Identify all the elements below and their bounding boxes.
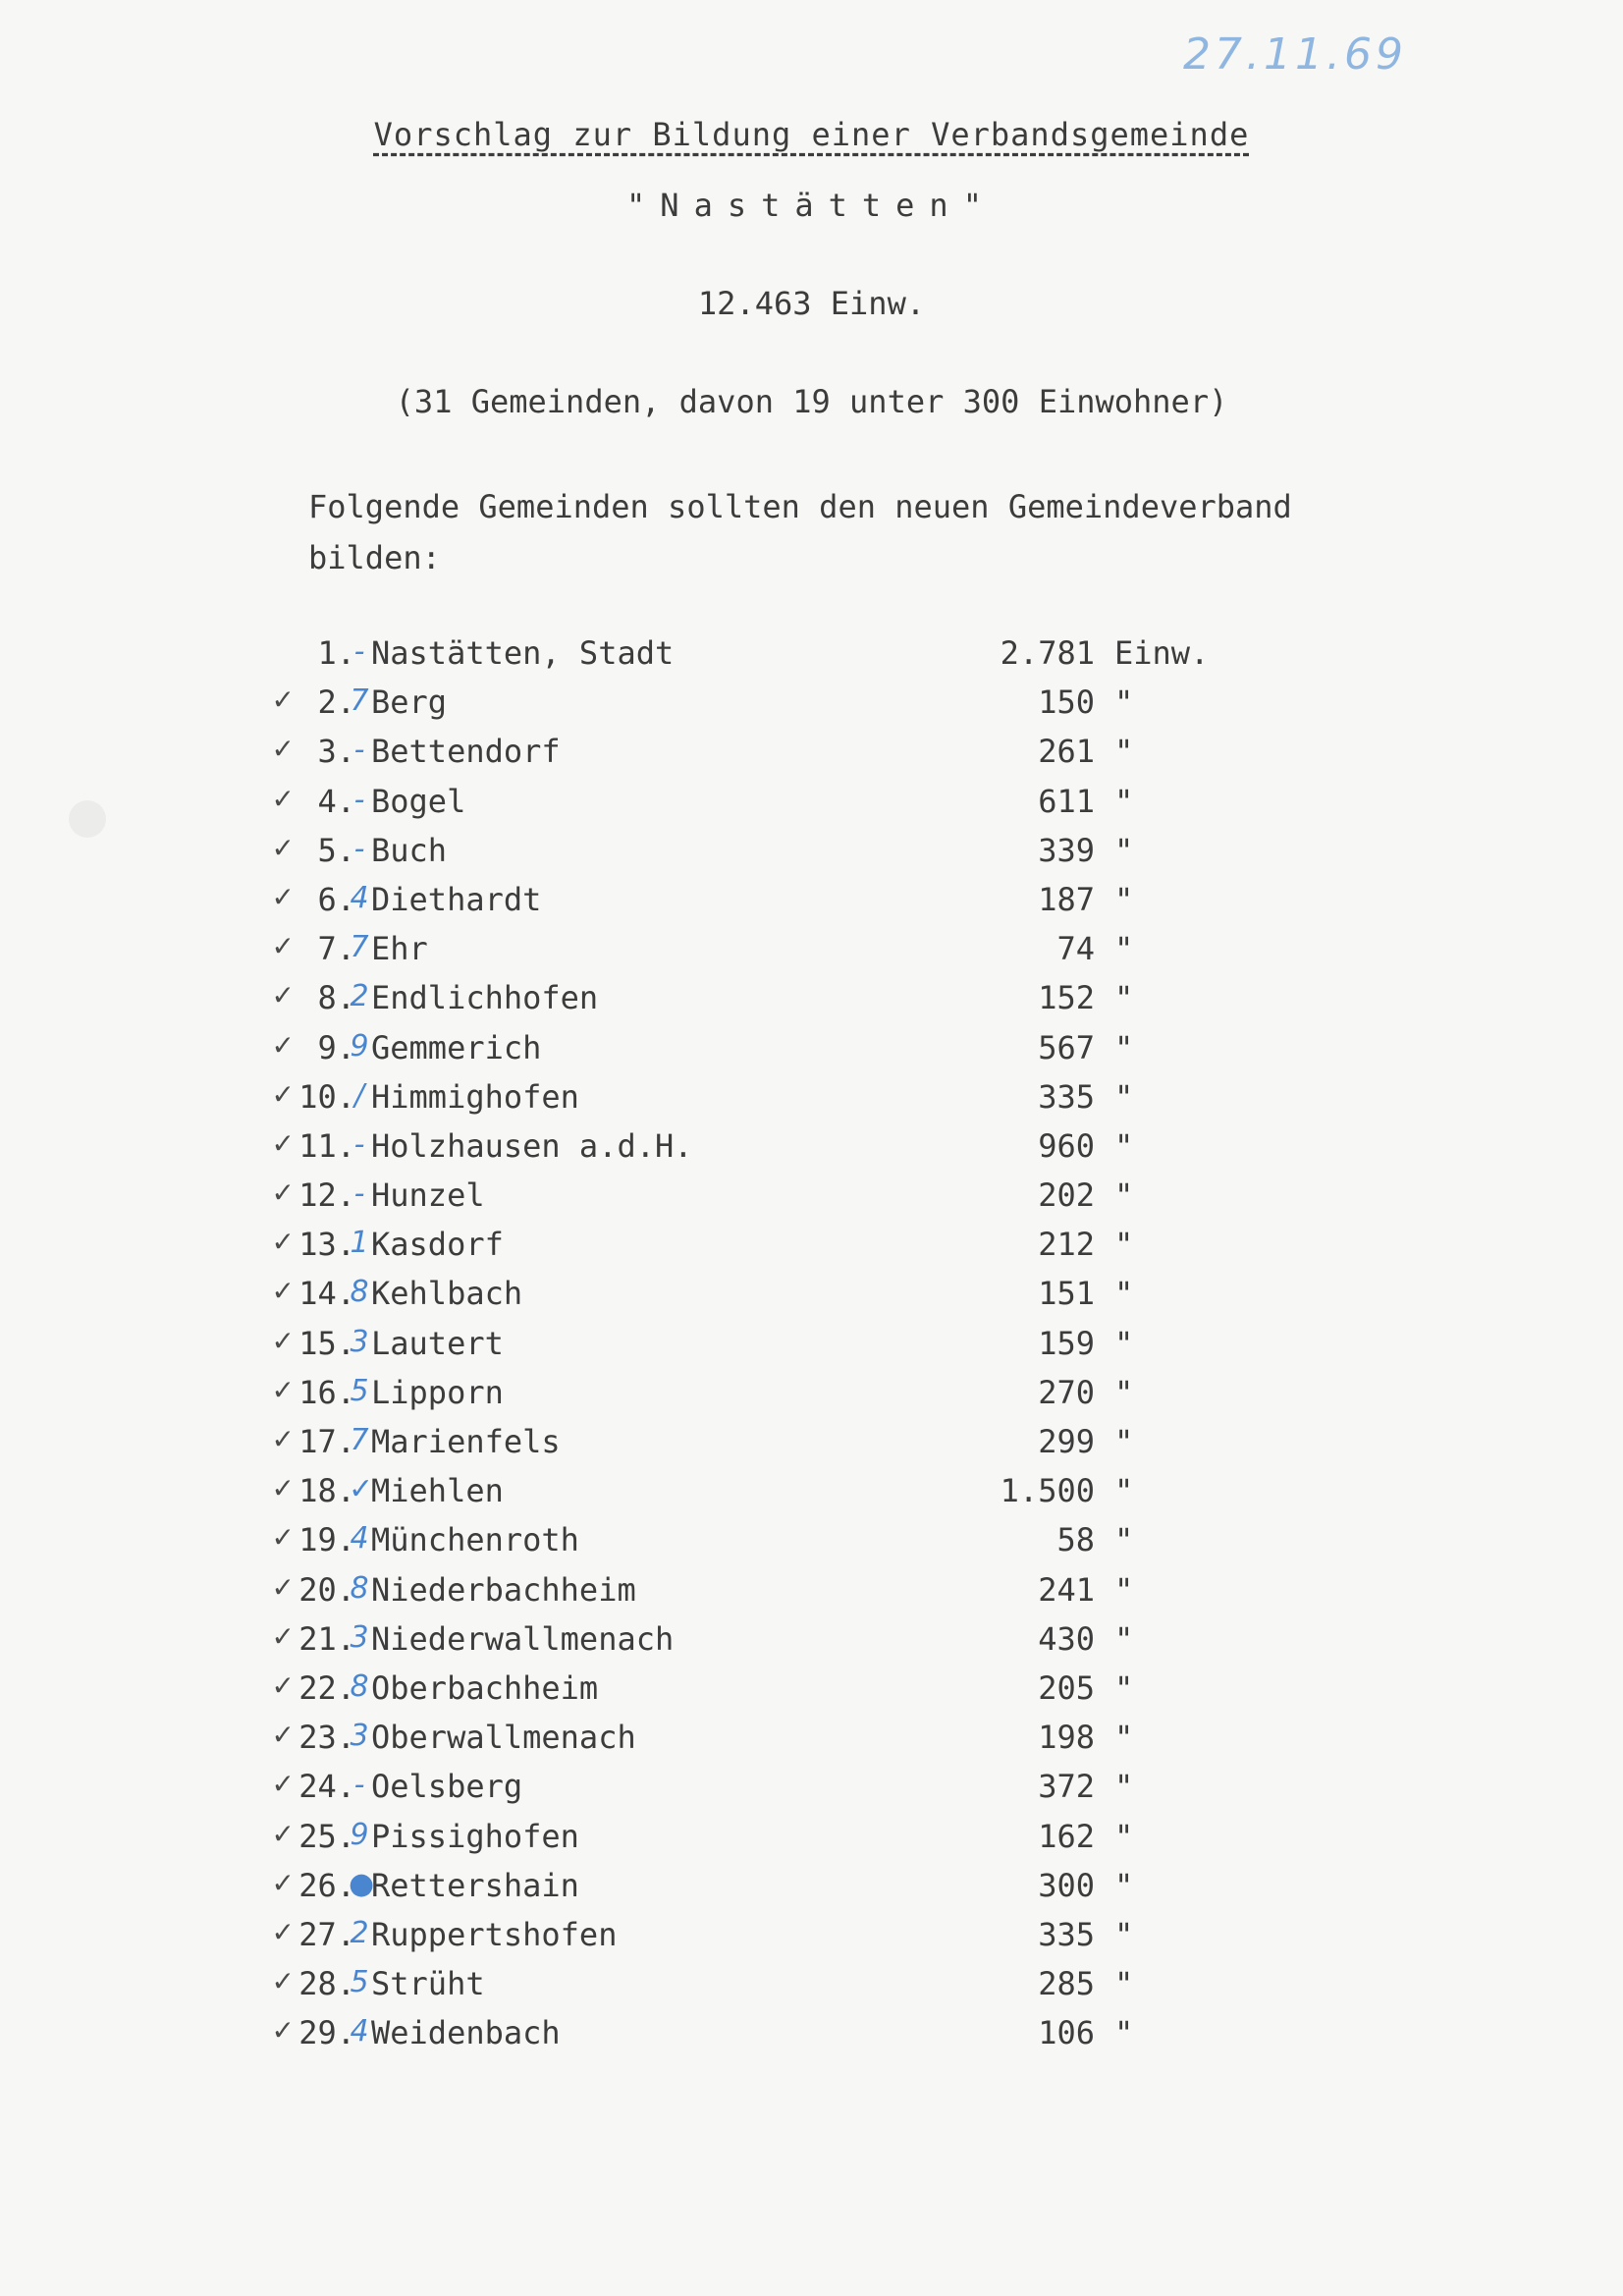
community-population: 270 xyxy=(1038,1373,1095,1411)
handwritten-mark: 7 xyxy=(350,683,369,719)
community-population: 339 xyxy=(1038,831,1095,869)
community-population: 241 xyxy=(1038,1570,1095,1609)
handwritten-mark: 5 xyxy=(350,1965,369,2000)
community-population: 202 xyxy=(1038,1176,1095,1215)
community-name: Niederwallmenach xyxy=(371,1619,675,1658)
list-item xyxy=(0,1814,1623,1863)
check-mark: ✓ xyxy=(271,1570,295,1604)
list-item xyxy=(0,729,1623,778)
list-item xyxy=(0,1123,1623,1173)
list-item xyxy=(0,1025,1623,1074)
handwritten-mark: 7 xyxy=(350,1423,369,1457)
handwritten-mark: 7 xyxy=(350,930,369,965)
item-number: 29. xyxy=(298,2014,355,2052)
check-mark: ✓ xyxy=(271,1126,295,1160)
community-name: Pissighofen xyxy=(371,1817,579,1855)
community-population: 611 xyxy=(1038,782,1095,820)
item-number: 5. xyxy=(317,831,355,869)
community-population: 212 xyxy=(1038,1226,1095,1264)
community-name: Endlichhofen xyxy=(371,979,599,1017)
item-number: 12. xyxy=(298,1176,355,1215)
community-name: Ruppertshofen xyxy=(371,1915,618,1953)
item-number: 11. xyxy=(298,1126,355,1165)
community-name: Oelsberg xyxy=(371,1768,523,1806)
check-mark: ✓ xyxy=(271,1866,295,1899)
item-number: 26. xyxy=(298,1866,355,1904)
check-mark: ✓ xyxy=(271,979,295,1012)
community-name: Ehr xyxy=(371,930,428,968)
check-mark: ✓ xyxy=(271,1176,295,1210)
check-mark: ✓ xyxy=(271,880,295,913)
population-unit: " xyxy=(1114,1028,1134,1066)
list-item xyxy=(0,975,1623,1024)
population-unit: " xyxy=(1114,1570,1134,1609)
list-item xyxy=(0,1271,1623,1320)
community-name: Rettershain xyxy=(371,1866,579,1904)
item-number: 14. xyxy=(298,1275,355,1313)
population-unit: " xyxy=(1114,1521,1134,1559)
list-item xyxy=(0,630,1623,680)
item-number: 17. xyxy=(298,1423,355,1460)
community-population: 960 xyxy=(1038,1126,1095,1165)
handwritten-mark: 9 xyxy=(350,1817,369,1852)
handwritten-mark: - xyxy=(353,634,365,669)
check-mark: ✓ xyxy=(271,1423,295,1455)
community-population: 285 xyxy=(1038,1965,1095,2003)
list-item xyxy=(0,1074,1623,1123)
list-item xyxy=(0,1863,1623,1912)
item-number: 23. xyxy=(298,1719,355,1757)
handwritten-mark: - xyxy=(353,1126,365,1162)
population-unit: " xyxy=(1114,1965,1134,2003)
community-population: 372 xyxy=(1038,1768,1095,1806)
check-mark: ✓ xyxy=(271,1028,295,1062)
community-name: Bettendorf xyxy=(371,733,561,771)
item-number: 27. xyxy=(298,1915,355,1953)
total-population: 12.463 Einw. xyxy=(697,285,926,322)
community-name: Nastätten, Stadt xyxy=(371,634,675,672)
item-number: 2. xyxy=(317,683,355,722)
item-number: 15. xyxy=(298,1324,355,1362)
community-population: 299 xyxy=(1038,1423,1095,1460)
community-population: 1.500 xyxy=(1000,1472,1095,1510)
handwritten-mark: 2 xyxy=(350,1915,369,1950)
item-number: 4. xyxy=(317,782,355,820)
population-unit: " xyxy=(1114,1719,1134,1757)
check-mark: ✓ xyxy=(271,831,295,864)
document-subtitle: "Nastätten" xyxy=(626,187,997,224)
population-unit: " xyxy=(1114,1915,1134,1953)
intro-text: Folgende Gemeinden sollten den neuen Gemeindeverband bilden: xyxy=(308,488,1292,576)
check-mark: ✓ xyxy=(271,2014,295,2048)
check-mark: ✓ xyxy=(271,1619,295,1653)
check-mark: ✓ xyxy=(271,1275,295,1308)
handwritten-mark: 1 xyxy=(350,1226,369,1261)
community-population: 74 xyxy=(1056,930,1095,968)
handwritten-mark: 4 xyxy=(350,1521,369,1557)
handwritten-date: 27.11.69 xyxy=(1183,29,1407,80)
population-unit: " xyxy=(1114,1077,1134,1116)
list-item xyxy=(0,1912,1623,1961)
handwritten-mark: 3 xyxy=(350,1719,369,1754)
handwritten-mark: - xyxy=(353,1768,365,1803)
item-number: 13. xyxy=(298,1226,355,1264)
check-mark: ✓ xyxy=(271,1521,295,1555)
community-population: 261 xyxy=(1038,733,1095,771)
population-unit: " xyxy=(1114,1668,1134,1707)
list-item xyxy=(0,1517,1623,1566)
population-unit: " xyxy=(1114,1373,1134,1411)
item-number: 10. xyxy=(298,1077,355,1116)
handwritten-mark: 3 xyxy=(350,1619,369,1655)
handwritten-mark: ✓ xyxy=(349,1472,374,1507)
community-name: Miehlen xyxy=(371,1472,504,1510)
list-item xyxy=(0,779,1623,828)
community-population: 162 xyxy=(1038,1817,1095,1855)
population-unit: " xyxy=(1114,782,1134,820)
community-population: 300 xyxy=(1038,1866,1095,1904)
community-name: Lautert xyxy=(371,1324,504,1362)
handwritten-mark: 4 xyxy=(350,880,369,915)
population-unit: " xyxy=(1114,1866,1134,1904)
item-number: 9. xyxy=(317,1028,355,1066)
community-name: Hunzel xyxy=(371,1176,485,1215)
item-number: 21. xyxy=(298,1619,355,1658)
community-name: Oberbachheim xyxy=(371,1668,599,1707)
population-unit: " xyxy=(1114,1768,1134,1806)
population-unit: " xyxy=(1114,2014,1134,2052)
check-mark: ✓ xyxy=(271,782,295,815)
check-mark: ✓ xyxy=(271,1965,295,1998)
community-population: 2.781 xyxy=(1000,634,1095,672)
item-number: 20. xyxy=(298,1570,355,1609)
community-population: 198 xyxy=(1038,1719,1095,1757)
community-name: Münchenroth xyxy=(371,1521,579,1559)
community-population: 58 xyxy=(1056,1521,1095,1559)
list-item xyxy=(0,1468,1623,1517)
handwritten-mark: 9 xyxy=(350,1028,369,1064)
community-name: Kasdorf xyxy=(371,1226,504,1264)
community-population: 335 xyxy=(1038,1077,1095,1116)
list-item xyxy=(0,828,1623,877)
community-name: Marienfels xyxy=(371,1423,561,1460)
population-unit: " xyxy=(1114,1275,1134,1313)
community-name: Himmighofen xyxy=(371,1077,579,1116)
list-item xyxy=(0,1764,1623,1813)
community-name: Berg xyxy=(371,683,448,722)
check-mark: ✓ xyxy=(271,1817,295,1850)
population-unit: " xyxy=(1114,1176,1134,1215)
community-population: 152 xyxy=(1038,979,1095,1017)
handwritten-mark: 8 xyxy=(350,1668,369,1704)
item-number: 7. xyxy=(317,930,355,968)
community-list xyxy=(0,630,1623,2059)
check-mark: ✓ xyxy=(271,1915,295,1948)
handwritten-mark: - xyxy=(353,1176,365,1212)
community-name: Diethardt xyxy=(371,880,542,918)
check-mark: ✓ xyxy=(271,1768,295,1801)
population-unit: " xyxy=(1114,979,1134,1017)
population-unit: " xyxy=(1114,1226,1134,1264)
check-mark: ✓ xyxy=(271,1472,295,1505)
item-number: 1. xyxy=(317,634,355,672)
item-number: 25. xyxy=(298,1817,355,1855)
check-mark: ✓ xyxy=(271,1077,295,1111)
population-unit: " xyxy=(1114,1817,1134,1855)
list-item xyxy=(0,1321,1623,1370)
handwritten-mark: 4 xyxy=(350,2014,369,2050)
population-unit: Einw. xyxy=(1114,634,1210,672)
handwritten-mark: 3 xyxy=(350,1324,369,1359)
community-name: Bogel xyxy=(371,782,466,820)
community-name: Kehlbach xyxy=(371,1275,523,1313)
check-mark: ✓ xyxy=(271,930,295,963)
check-mark: ✓ xyxy=(271,1226,295,1259)
list-item xyxy=(0,1173,1623,1222)
handwritten-mark: - xyxy=(353,831,365,866)
population-unit: " xyxy=(1114,683,1134,722)
community-name: Niederbachheim xyxy=(371,1570,636,1609)
population-unit: " xyxy=(1114,1619,1134,1658)
community-name: Buch xyxy=(371,831,448,869)
list-item xyxy=(0,1419,1623,1468)
list-item xyxy=(0,680,1623,729)
community-population: 150 xyxy=(1038,683,1095,722)
community-population: 151 xyxy=(1038,1275,1095,1313)
population-unit: " xyxy=(1114,1126,1134,1165)
item-number: 22. xyxy=(298,1668,355,1707)
handwritten-mark: 8 xyxy=(350,1570,369,1606)
handwritten-mark: 5 xyxy=(350,1373,369,1408)
community-population: 335 xyxy=(1038,1915,1095,1953)
list-item xyxy=(0,926,1623,975)
check-mark: ✓ xyxy=(271,1668,295,1702)
community-population: 567 xyxy=(1038,1028,1095,1066)
check-mark: ✓ xyxy=(271,1373,295,1406)
community-name: Gemmerich xyxy=(371,1028,542,1066)
handwritten-mark: - xyxy=(353,782,365,817)
community-name: Strüht xyxy=(371,1965,485,2003)
community-population: 187 xyxy=(1038,880,1095,918)
handwritten-mark: - xyxy=(353,733,365,768)
list-item xyxy=(0,877,1623,926)
item-number: 18. xyxy=(298,1472,355,1510)
handwritten-mark: / xyxy=(353,1077,365,1113)
list-item xyxy=(0,1666,1623,1715)
check-mark: ✓ xyxy=(271,1324,295,1357)
document-title: Vorschlag zur Bildung einer Verbandsgemeinde xyxy=(373,116,1250,153)
item-number: 28. xyxy=(298,1965,355,2003)
list-item xyxy=(0,1222,1623,1271)
community-name: Holzhausen a.d.H. xyxy=(371,1126,693,1165)
list-item xyxy=(0,2010,1623,2059)
list-item xyxy=(0,1616,1623,1666)
check-mark: ✓ xyxy=(271,683,295,717)
community-name: Lipporn xyxy=(371,1373,504,1411)
check-mark: ✓ xyxy=(271,733,295,766)
list-item xyxy=(0,1715,1623,1764)
item-number: 6. xyxy=(317,880,355,918)
item-number: 3. xyxy=(317,733,355,771)
community-population: 106 xyxy=(1038,2014,1095,2052)
item-number: 24. xyxy=(298,1768,355,1806)
community-population: 205 xyxy=(1038,1668,1095,1707)
community-name: Weidenbach xyxy=(371,2014,561,2052)
community-population: 159 xyxy=(1038,1324,1095,1362)
population-unit: " xyxy=(1114,1472,1134,1510)
population-unit: " xyxy=(1114,831,1134,869)
list-item xyxy=(0,1567,1623,1616)
item-number: 8. xyxy=(317,979,355,1017)
check-mark: ✓ xyxy=(271,1719,295,1752)
handwritten-mark: ● xyxy=(349,1866,375,1901)
handwritten-mark: 8 xyxy=(350,1275,369,1310)
population-unit: " xyxy=(1114,1324,1134,1362)
community-name: Oberwallmenach xyxy=(371,1719,636,1757)
list-item xyxy=(0,1961,1623,2010)
community-note: (31 Gemeinden, davon 19 unter 300 Einwohner) xyxy=(395,383,1228,420)
population-unit: " xyxy=(1114,930,1134,968)
population-unit: " xyxy=(1114,733,1134,771)
community-population: 430 xyxy=(1038,1619,1095,1658)
item-number: 19. xyxy=(298,1521,355,1559)
population-unit: " xyxy=(1114,1423,1134,1460)
list-item xyxy=(0,1370,1623,1419)
item-number: 16. xyxy=(298,1373,355,1411)
population-unit: " xyxy=(1114,880,1134,918)
handwritten-mark: 2 xyxy=(350,979,369,1014)
